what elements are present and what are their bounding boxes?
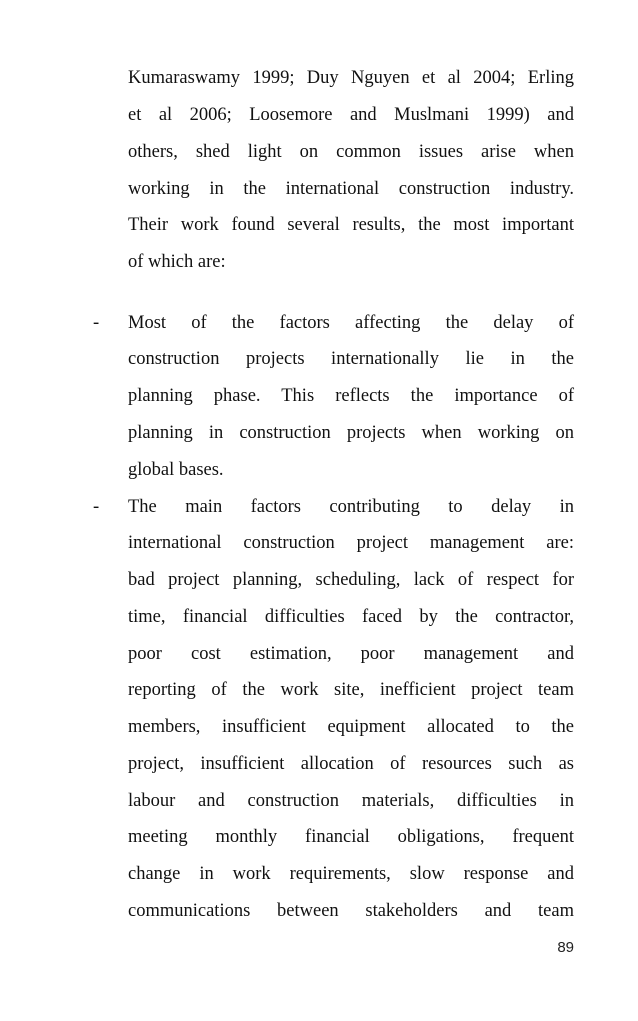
text-line: communications between stakeholders and team <box>128 901 574 921</box>
text-line: The main factors contributing to delay in <box>128 497 574 517</box>
bullet-marker: - <box>93 497 100 517</box>
text-line: Kumaraswamy 1999; Duy Nguyen et al 2004; Erling <box>128 68 574 88</box>
text-line: change in work requirements, slow response and <box>128 864 574 884</box>
text-line: project, insufficient allocation of resources such as <box>128 754 574 774</box>
text-line: labour and construction materials, difficulties in <box>128 791 574 811</box>
text-line: members, insufficient equipment allocated to the <box>128 717 574 737</box>
text-line: bad project planning, scheduling, lack of respect for <box>128 570 574 590</box>
text-line: planning phase. This reflects the importance of <box>128 386 574 406</box>
text-line: planning in construction projects when working on <box>128 423 574 443</box>
text-line: reporting of the work site, inefficient project team <box>128 680 574 700</box>
text-line: Most of the factors affecting the delay of <box>128 313 574 333</box>
text-line: of which are: <box>128 252 226 272</box>
text-line: meeting monthly financial obligations, frequent <box>128 827 574 847</box>
text-line: international construction project management are: <box>128 533 574 553</box>
text-line: construction projects internationally lie in the <box>128 349 574 369</box>
text-line: others, shed light on common issues arise when <box>128 142 574 162</box>
text-line: working in the international construction industry. <box>128 179 574 199</box>
text-line: poor cost estimation, poor management and <box>128 644 574 664</box>
text-line: time, financial difficulties faced by the contractor, <box>128 607 574 627</box>
bullet-marker: - <box>93 313 100 333</box>
page-number: 89 <box>557 939 574 956</box>
text-line: global bases. <box>128 460 224 480</box>
text-line: et al 2006; Loosemore and Muslmani 1999) and <box>128 105 574 125</box>
text-line: Their work found several results, the most important <box>128 215 574 235</box>
